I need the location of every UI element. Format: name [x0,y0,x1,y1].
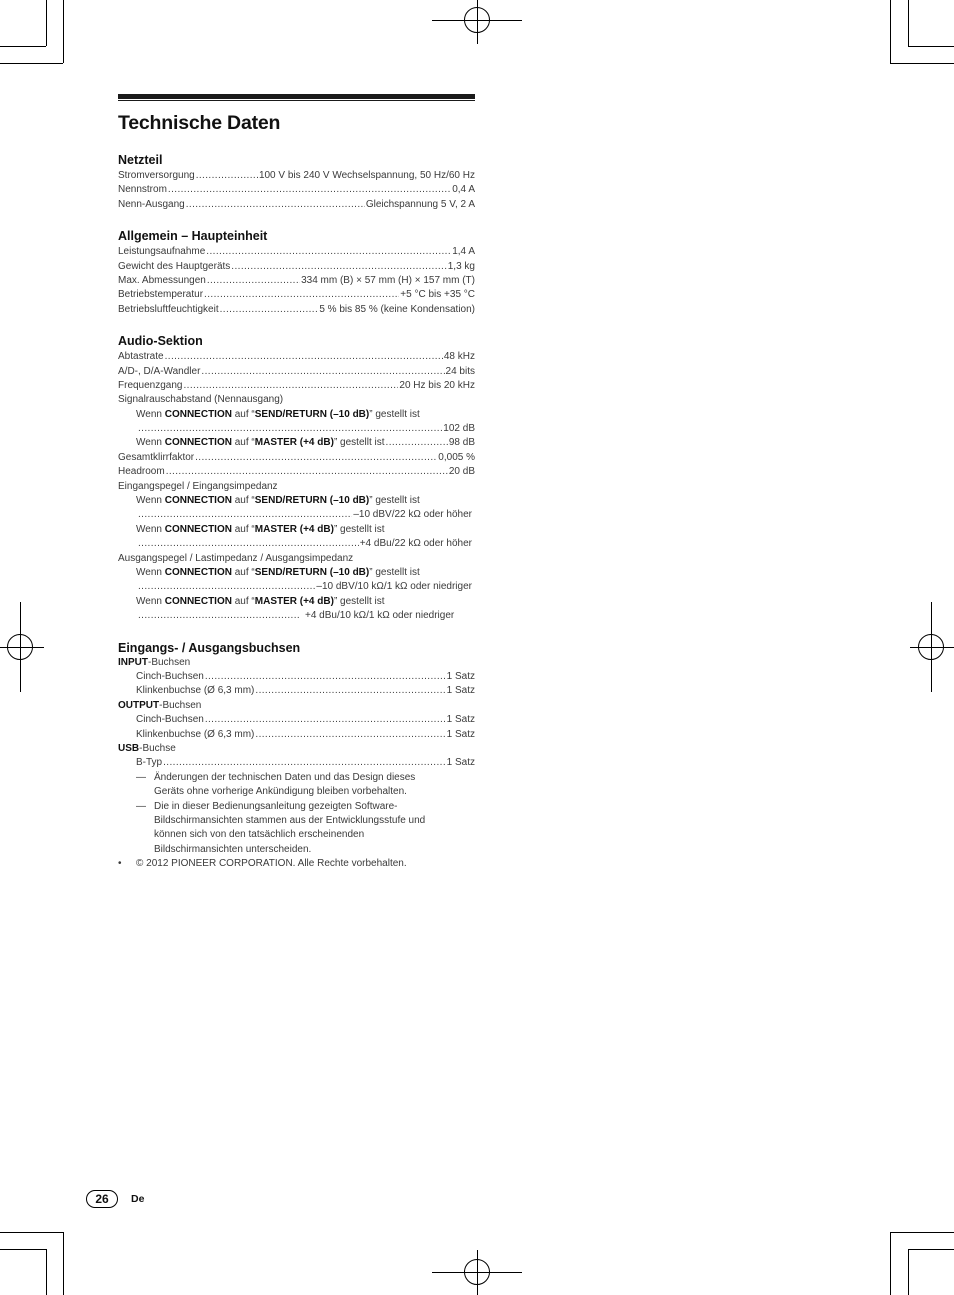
spec-content [118,94,475,872]
title-rule [118,94,475,99]
registration-circle [7,634,33,660]
spec-row: ..... +4 dBu/22 kΩ oder höher [118,537,475,551]
spec-row: Frequenzgang ..... 20 Hz bis 20 kHz [118,379,475,393]
spec-condition: Wenn CONNECTION auf “MASTER (+4 dB)” gestellt ist [136,523,385,535]
section-title-audio: Audio-Sektion [118,334,203,349]
spec-row: Cinch-Buchsen ..... 1 Satz [118,670,475,684]
copyright-line: • © 2012 PIONEER CORPORATION. Alle Rechte vorbehalten. [118,858,407,870]
spec-row: A/D-, D/A-Wandler ..... 24 bits [118,365,475,379]
jack-group-output: OUTPUT-Buchsen [118,699,202,711]
spec-row: Wenn CONNECTION auf “MASTER (+4 dB)” gestellt ist ..... 98 dB [118,437,475,451]
spec-row: Abtastrate ..... 48 kHz [118,350,475,364]
crop-mark [46,1249,47,1295]
spec-row: ..... –10 dBV/22 kΩ oder höher [118,508,475,522]
jack-group-input: INPUT-Buchsen [118,656,191,668]
crop-mark [0,46,46,47]
spec-condition: Wenn CONNECTION auf “SEND/RETURN (–10 dB)” gestellt ist [136,567,420,579]
spec-row: Betriebstemperatur ..... +5 °C bis +35 °C [118,288,475,302]
crop-mark [890,0,891,63]
registration-circle [918,634,944,660]
spec-row: Klinkenbuchse (Ø 6,3 mm) ..... 1 Satz [118,684,475,698]
crop-mark [63,1232,64,1295]
section-title-allgemein: Allgemein – Haupteinheit [118,229,268,244]
note: — Die in dieser Bedienungsanleitung gezeigten Software-Bildschirmansichten stammen aus der Entwicklungsstufe und können sich von den tatsächlich erscheinenden Bildschirmansichten unterscheiden. [136,800,426,855]
spec-row: Leistungsaufnahme ..... 1,4 A [118,245,475,259]
crop-mark [908,1249,909,1295]
spec-condition: Wenn CONNECTION auf “MASTER (+4 dB)” gestellt ist [136,595,385,607]
spec-row: Max. Abmessungen ..... 334 mm (B) × 57 mm (H) × 157 mm (T) [118,274,475,288]
jack-group-usb: USB-Buchse [118,743,176,755]
crop-mark [0,1249,46,1250]
spec-condition: Wenn CONNECTION auf “SEND/RETURN (–10 dB)” gestellt ist [136,495,420,507]
spec-row: ..... –10 dBV/10 kΩ/1 kΩ oder niedriger [118,580,475,594]
crop-mark [63,0,64,63]
spec-row: Gesamtklirrfaktor ..... 0,005 % [118,451,475,465]
page-title: Technische Daten [118,112,281,134]
spec-row: ..... +4 dBu/10 kΩ/1 kΩ oder niedriger [118,609,475,623]
crop-mark [890,63,954,64]
spec-row: Nennstrom ..... 0,4 A [118,183,475,197]
note: — Änderungen der technischen Daten und das Design dieses Geräts ohne vorherige Ankündigung bleiben vorbehalten. [136,771,416,798]
title-rule-thin [118,100,475,101]
spec-row: Klinkenbuchse (Ø 6,3 mm) ..... 1 Satz [118,728,475,742]
spec-row: Betriebsluftfeuchtigkeit ..... 5 % bis 85 % (keine Kondensation) [118,303,475,317]
section-title-netzteil: Netzteil [118,153,163,167]
spec-subheading: Signalrauschabstand (Nennausgang) [118,394,284,406]
crop-mark [890,1232,891,1295]
spec-row: ..... 102 dB [118,422,475,436]
spec-row: Cinch-Buchsen ..... 1 Satz [118,713,475,727]
spec-subheading: Eingangspegel / Eingangsimpedanz [118,480,278,492]
crop-mark [908,46,954,47]
language-code: De [131,1193,145,1205]
page-number: 26 [86,1190,118,1208]
spec-condition: Wenn CONNECTION auf “SEND/RETURN (–10 dB)” gestellt ist [136,408,420,420]
spec-row: B-Typ ..... 1 Satz [118,756,475,770]
spec-subheading: Ausgangspegel / Lastimpedanz / Ausgangsimpedanz [118,552,354,564]
spec-row: Stromversorgung ..... 100 V bis 240 V Wechselspannung, 50 Hz/60 Hz [118,169,475,183]
crop-mark [908,1249,954,1250]
crop-mark [908,0,909,46]
registration-circle [464,1259,490,1285]
crop-mark [0,1232,63,1233]
crop-mark [0,63,63,64]
spec-row: Nenn-Ausgang ..... Gleichspannung 5 V, 2 A [118,198,475,212]
registration-circle [464,7,490,33]
crop-mark [890,1232,954,1233]
spec-row: Headroom ..... 20 dB [118,465,475,479]
crop-mark [46,0,47,46]
section-title-buchsen: Eingangs- / Ausgangsbuchsen [118,640,301,655]
spec-row: Gewicht des Hauptgeräts ..... 1,3 kg [118,260,475,274]
